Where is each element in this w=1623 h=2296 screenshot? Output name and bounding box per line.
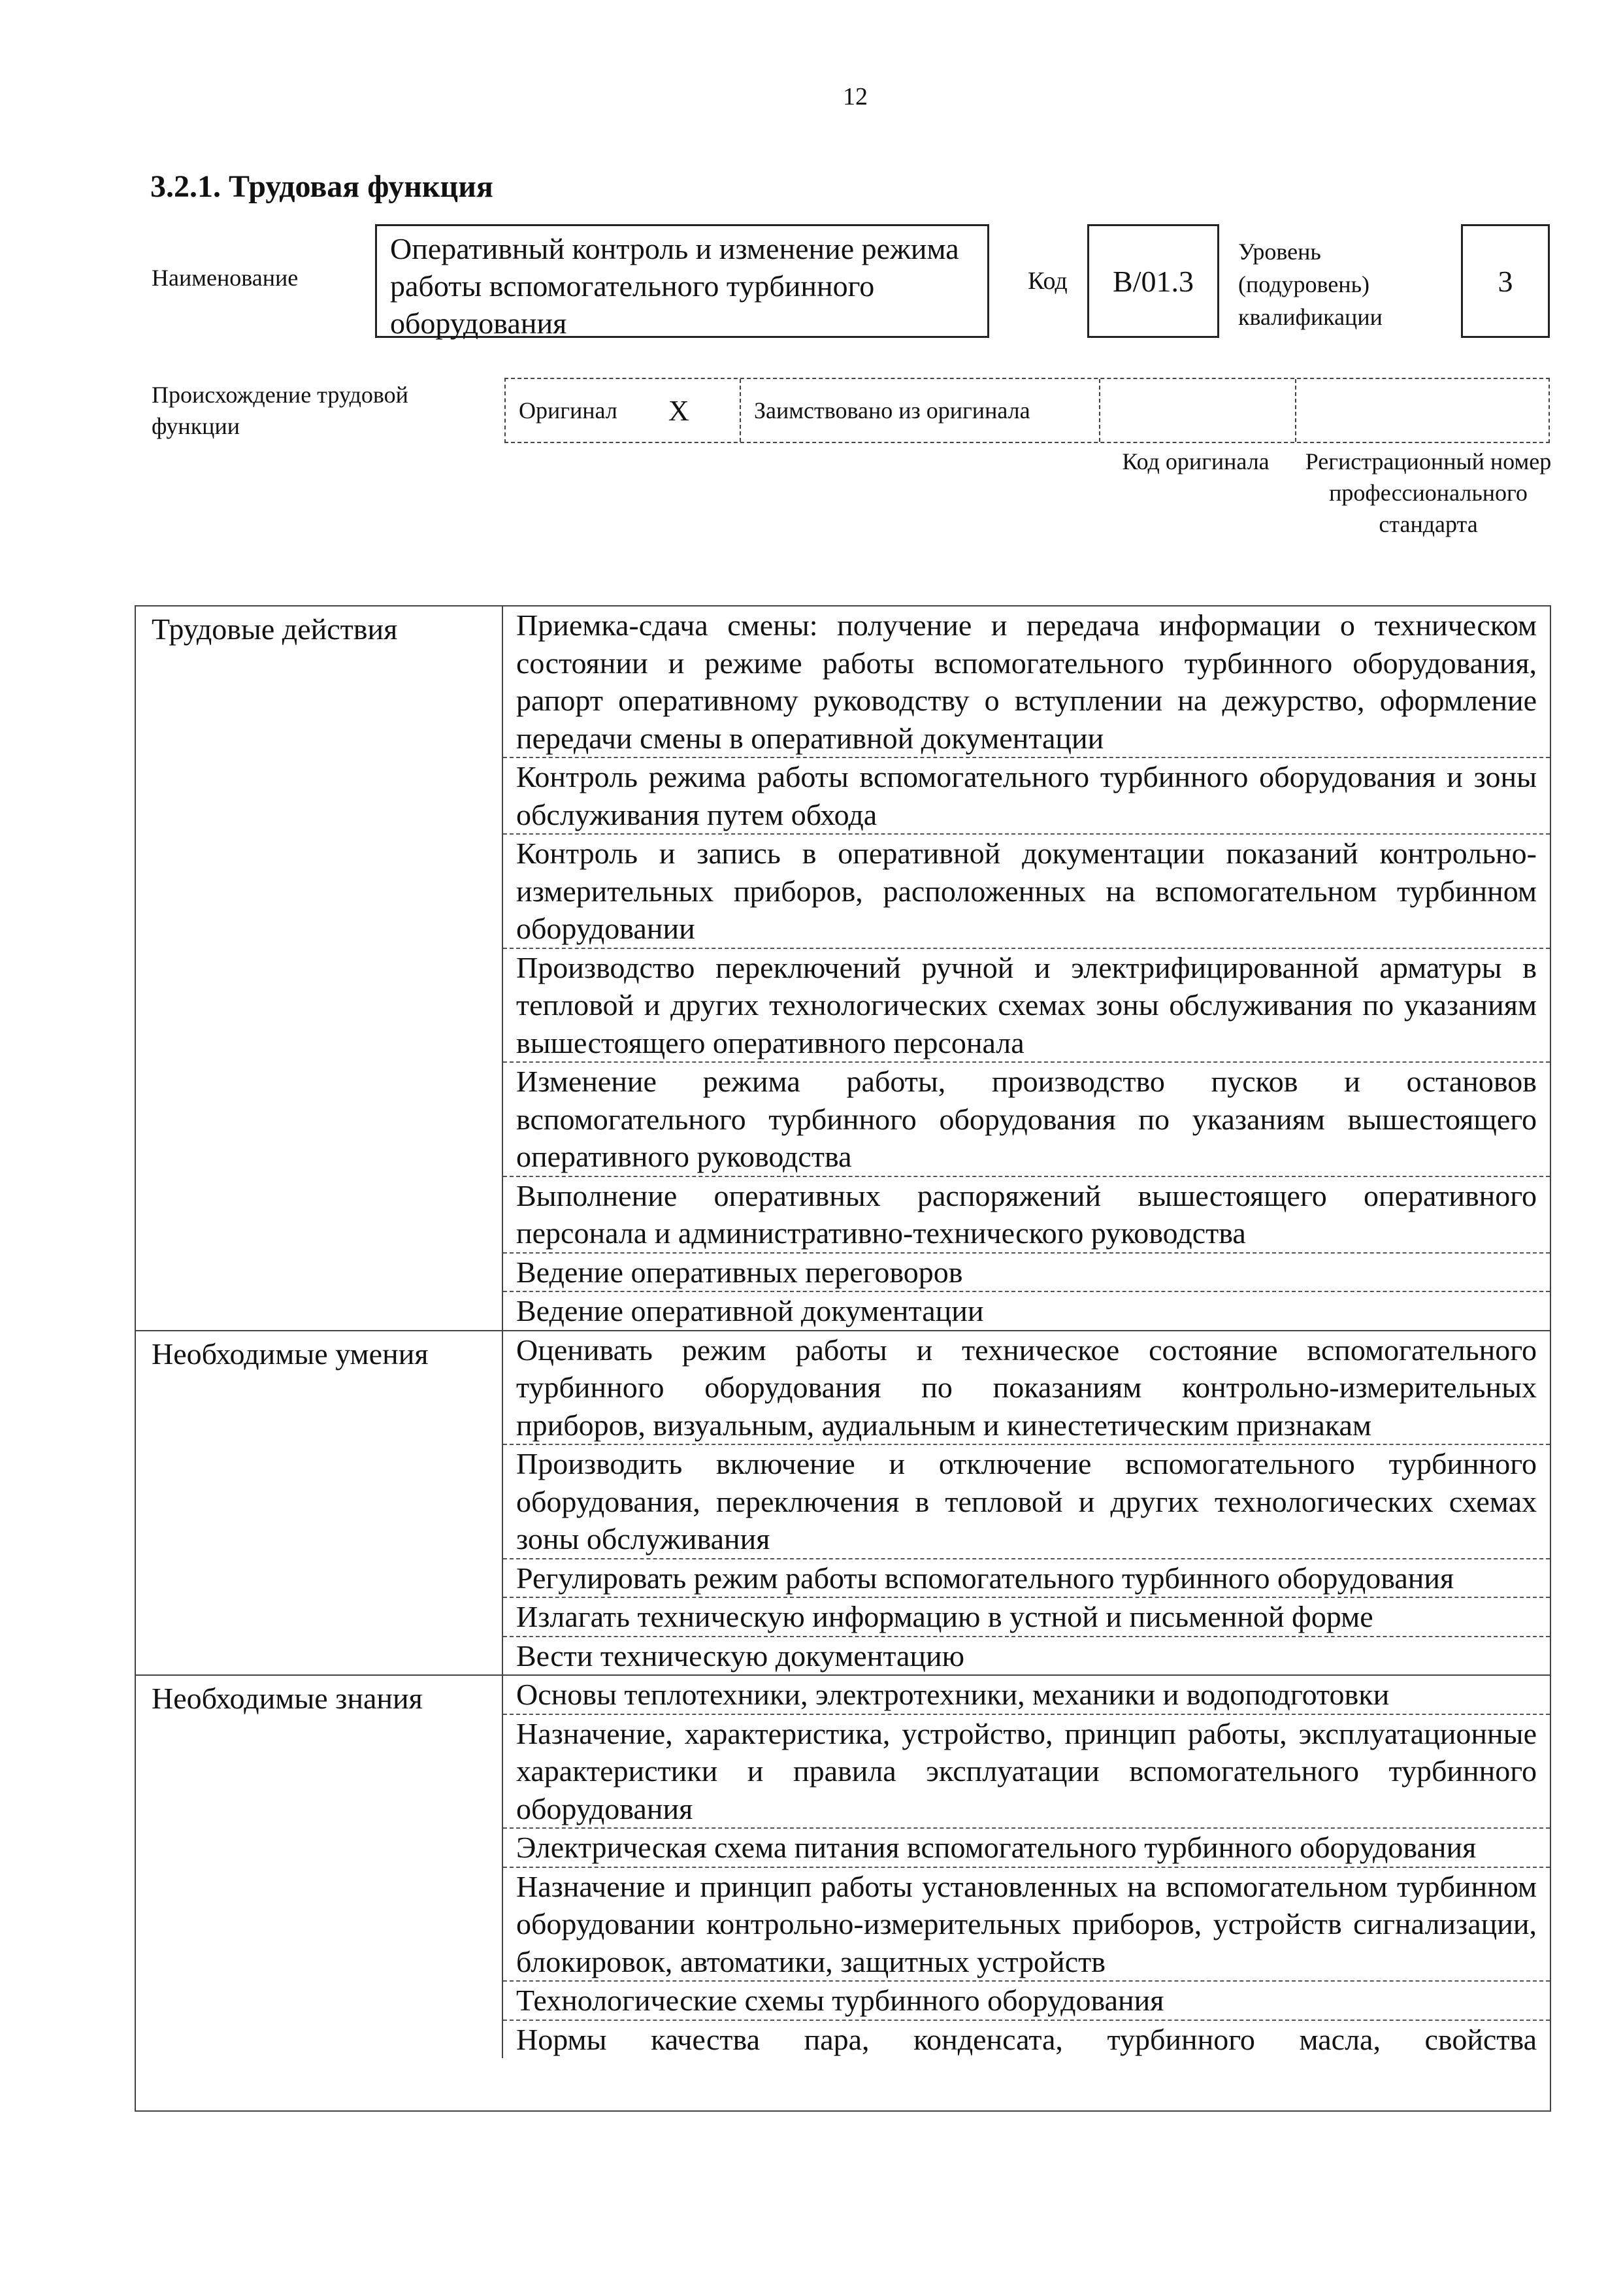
table-row: Оценивать режим работы и техническое состояние вспомогательного турбинного оборудования по показаниям контрольно-измерительных приборов, визуальным, аудиальным и кинестетическим признакам — [503, 1331, 1550, 1446]
table-row: Изменение режима работы, производство пусков и остановов вспомогательного турбинного оборудования по указаниям вышестоящего оперативного руководства — [503, 1063, 1550, 1177]
group-label: Необходимые умения — [136, 1331, 503, 1675]
table-row: Излагать техническую информацию в устной и письменной форме — [503, 1598, 1550, 1637]
group-items — [503, 607, 1550, 1330]
origin-row — [504, 378, 1550, 443]
table-row: Ведение оперативной документации — [516, 1294, 984, 1327]
table-row: Назначение и принцип работы установленных на вспомогательном турбинном оборудовании контрольно-измерительных приборов, устройств сигнализации, блокировок, автоматики, защитных устройств — [503, 1868, 1550, 1982]
origin-code-cell — [1100, 379, 1296, 442]
page-number: 12 — [843, 83, 868, 110]
table-row: Приемка-сдача смены: получение и передача информации о техническом состоянии и режиме работы вспомогательного турбинного оборудования, рапорт оперативному руководству о вступлении на дежурство, оформление передачи смены в оперативной документации — [503, 607, 1550, 758]
table-row: Регулировать режим работы вспомогательного турбинного оборудования — [503, 1559, 1550, 1599]
original-mark: X — [668, 394, 689, 427]
table-row: Контроль режима работы вспомогательного турбинного оборудования и зоны обслуживания путем обхода — [503, 758, 1550, 835]
labor-function-table — [135, 605, 1551, 2112]
reg-number-caption: Регистрационный номер профессионального стандарта — [1305, 448, 1552, 537]
table-group — [136, 1676, 1550, 2058]
table-row: Контроль и запись в оперативной документации показаний контрольно-измерительных приборов, расположенных на вспомогательном турбинном оборудовании — [503, 835, 1550, 949]
section-title: 3.2.1. Трудовая функция — [150, 169, 493, 204]
table-group — [136, 607, 1550, 1331]
name-label: Наименование — [152, 265, 299, 291]
table-row: Производство переключений ручной и электрифицированной арматуры в тепловой и других технологических схемах зоны обслуживания по указаниям вышестоящего оперативного персонала — [503, 949, 1550, 1063]
level-label: Уровень (подуровень) квалификации — [1238, 239, 1383, 330]
borrowed-label: Заимствовано из оригинала — [754, 397, 1030, 424]
group-label: Необходимые знания — [136, 1676, 503, 2058]
table-row: Технологические схемы турбинного оборудования — [503, 1982, 1550, 2021]
function-name-box: Оперативный контроль и изменение режима работы вспомогательного турбинного оборудования — [375, 224, 989, 338]
origin-label: Происхождение трудовой функции — [152, 382, 408, 439]
origin-original-cell — [506, 379, 741, 442]
table-group — [136, 1331, 1550, 1676]
group-items — [503, 1331, 1550, 1675]
table-row: Нормы качества пара, конденсата, турбинного масла, свойства — [516, 2022, 1537, 2056]
origin-reg-number-cell — [1296, 379, 1549, 442]
code-label: Код — [1028, 267, 1068, 295]
group-items — [503, 1676, 1550, 2058]
table-row: Производить включение и отключение вспомогательного турбинного оборудования, переключения в тепловой и других технологических схемах зоны обслуживания — [503, 1445, 1550, 1559]
table-row: Вести техническую документацию — [516, 1639, 965, 1672]
qualification-level-box: 3 — [1461, 224, 1550, 338]
table-row: Назначение, характеристика, устройство, принцип работы, эксплуатационные характеристики и правила эксплуатации вспомогательного турбинного оборудования — [503, 1715, 1550, 1829]
table-row: Основы теплотехники, электротехники, механики и водоподготовки — [503, 1676, 1550, 1715]
table-row: Ведение оперативных переговоров — [503, 1254, 1550, 1293]
code-caption: Код оригинала — [1122, 448, 1270, 474]
group-label: Трудовые действия — [136, 607, 503, 1330]
origin-borrowed-cell — [741, 379, 1100, 442]
table-row: Выполнение оперативных распоряжений вышестоящего оперативного персонала и административно-технического руководства — [503, 1177, 1550, 1254]
table-row: Электрическая схема питания вспомогательного турбинного оборудования — [503, 1829, 1550, 1868]
function-code-box: B/01.3 — [1087, 224, 1219, 338]
original-label: Оригинал — [519, 397, 617, 424]
